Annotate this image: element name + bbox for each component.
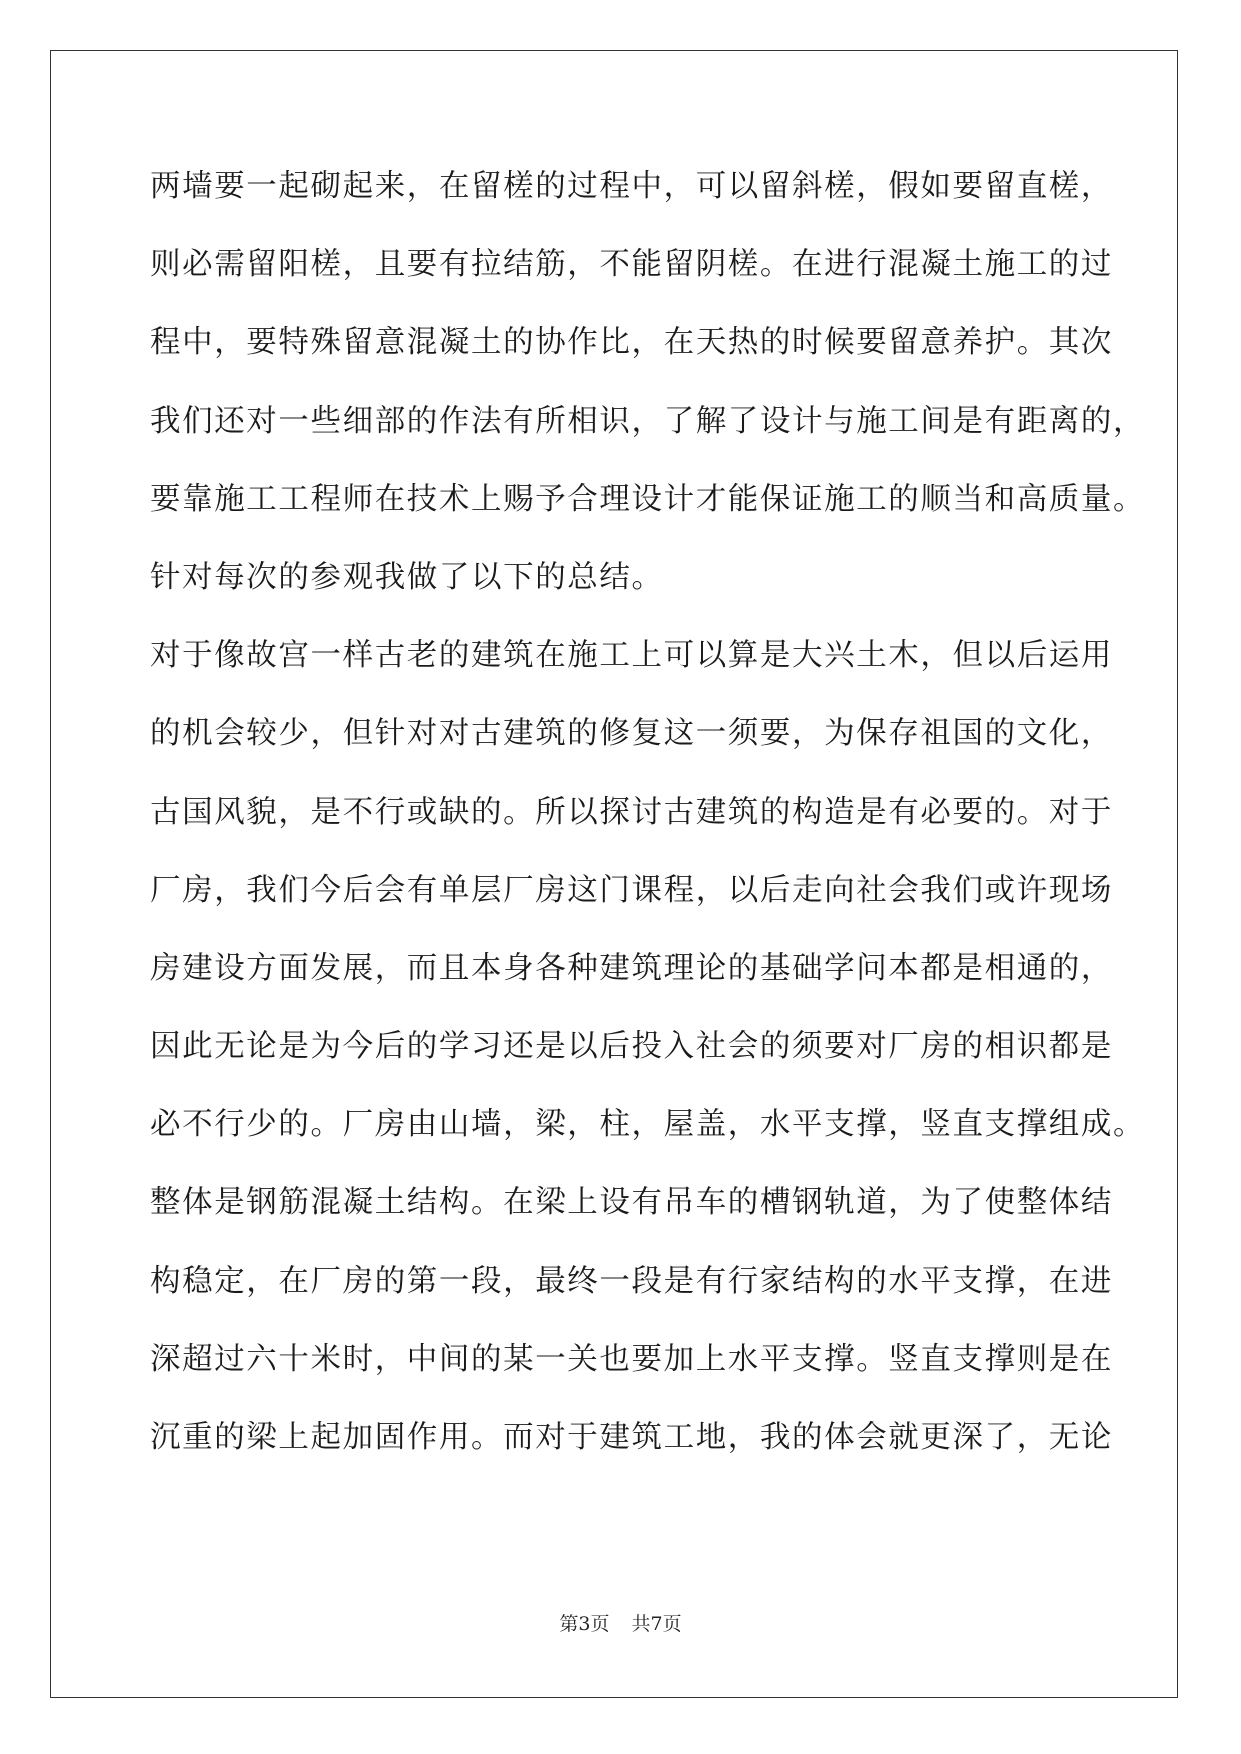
text-line: 沉重的梁上起加固作用。而对于建筑工地，我的体会就更深了，无论 xyxy=(150,1420,1113,1455)
page-footer xyxy=(0,1612,1241,1636)
page-number: 第3页 xyxy=(559,1613,610,1635)
text-line: 程中，要特殊留意混凝土的协作比，在天热的时候要留意养护。其次 xyxy=(150,325,1113,361)
text-line: 的机会较少，但针对对古建筑的修复这一须要，为保存祖国的文化， xyxy=(150,716,1113,752)
text-line: 深超过六十米时，中间的某一关也要加上水平支撑。竖直支撑则是在 xyxy=(150,1341,1113,1377)
text-line: 必不行少的。厂房由山墙，梁，柱，屋盖，水平支撑，竖直支撑组成。 xyxy=(150,1107,1146,1143)
text-line: 我们还对一些细部的作法有所相识，了解了设计与施工间是有距离的， xyxy=(150,403,1146,439)
text-line: 对于像故宫一样古老的建筑在施工上可以算是大兴土木，但以后运用 xyxy=(150,638,1113,674)
text-line: 要靠施工工程师在技术上赐予合理设计才能保证施工的顺当和高质量。 xyxy=(150,481,1146,517)
document-body xyxy=(150,148,1146,1477)
text-line: 针对每次的参观我做了以下的总结。 xyxy=(150,559,664,595)
text-line: 厂房，我们今后会有单层厂房这门课程，以后走向社会我们或许现场 xyxy=(150,872,1113,908)
text-line: 两墙要一起砌起来，在留槎的过程中，可以留斜槎，假如要留直槎， xyxy=(150,169,1113,204)
text-line: 古国风貌，是不行或缺的。所以探讨古建筑的构造是有必要的。对于 xyxy=(150,794,1113,830)
text-line: 则必需留阳槎，且要有拉结筋，不能留阴槎。在进行混凝土施工的过 xyxy=(150,247,1113,283)
text-line: 构稳定，在厂房的第一段，最终一段是有行家结构的水平支撑，在进 xyxy=(150,1263,1113,1299)
page-total: 共7页 xyxy=(631,1613,682,1635)
text-line: 整体是钢筋混凝土结构。在梁上设有吊车的槽钢轨道，为了使整体结 xyxy=(150,1185,1113,1221)
text-line: 房建设方面发展，而且本身各种建筑理论的基础学问本都是相通的， xyxy=(150,950,1113,986)
text-line: 因此无论是为今后的学习还是以后投入社会的须要对厂房的相识都是 xyxy=(150,1029,1113,1065)
